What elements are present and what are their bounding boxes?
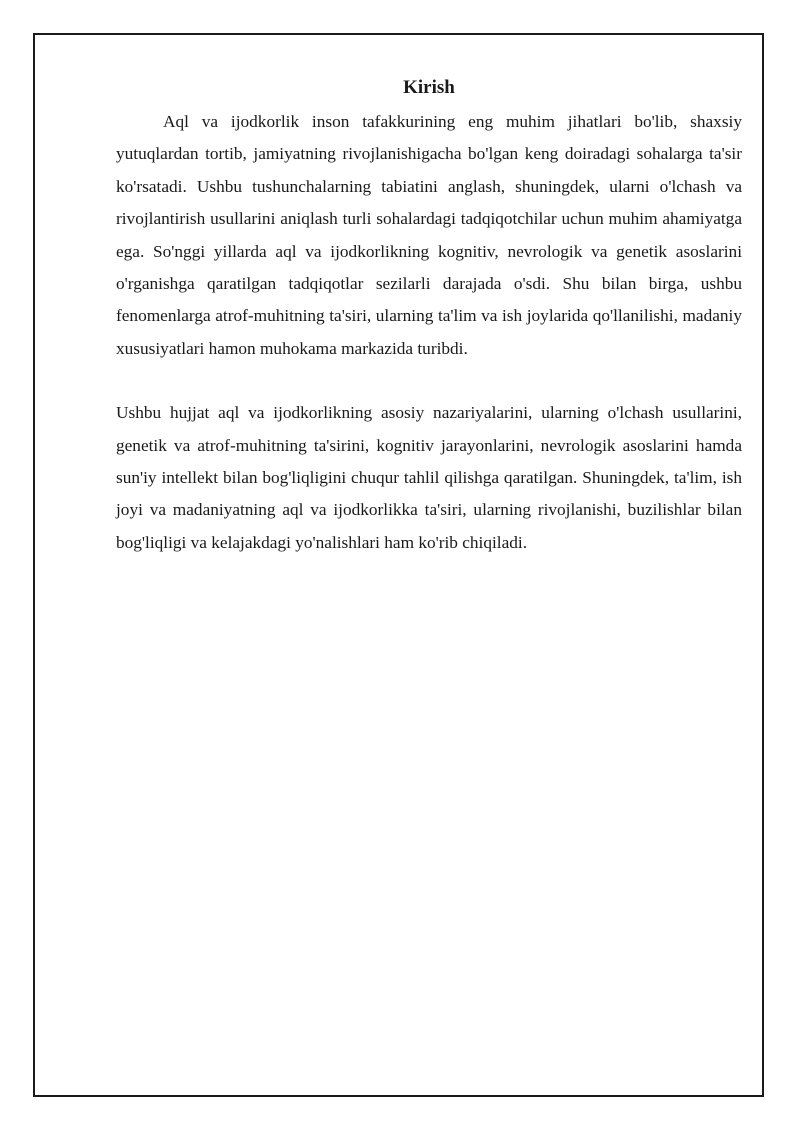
intro-paragraph-1: Aql va ijodkorlik inson tafakkurining eng muhim jihatlari bo'lib, shaxsiy yutuqlardan tortib, jamiyatning rivojlanishigacha bo'lgan keng doiradagi sohalarga ta'sir ko'rsatadi. Ushbu tushunchalarning tabiatini anglash, shuningdek, ularni o'lchash va rivojlantirish usullarini aniqlash turli sohalardagi tadqiqotchilar uchun muhim ahamiyatga ega. So'nggi yillarda aql va ijodkorlikning kognitiv, nevrologik va genetik asoslarini o'rganishga qaratilgan tadqiqotlar sezilarli darajada o'sdi. Shu bilan birga, ushbu fenomenlarga atrof-muhitning ta'siri, ularning ta'lim va ish joylarida qo'llanilishi, madaniy xususiyatlari hamon muhokama markazida turibdi. — [116, 112, 742, 358]
document-body — [116, 74, 742, 559]
intro-paragraph-2: Ushbu hujjat aql va ijodkorlikning asosiy nazariyalarini, ularning o'lchash usullarini, genetik va atrof-muhitning ta'sirini, kognitiv jarayonlarini, nevrologik asoslarini hamda sun'iy intellekt bilan bog'liqligini chuqur tahlil qilishga qaratilgan. Shuningdek, ta'lim, ish joyi va madaniyatning aql va ijodkorlikka ta'siri, ularning rivojlanishi, buzilishlar bilan bog'liqligi va kelajakdagi yo'nalishlari ham ko'rib chiqiladi. — [116, 403, 742, 552]
document-title: Kirish — [403, 77, 455, 98]
